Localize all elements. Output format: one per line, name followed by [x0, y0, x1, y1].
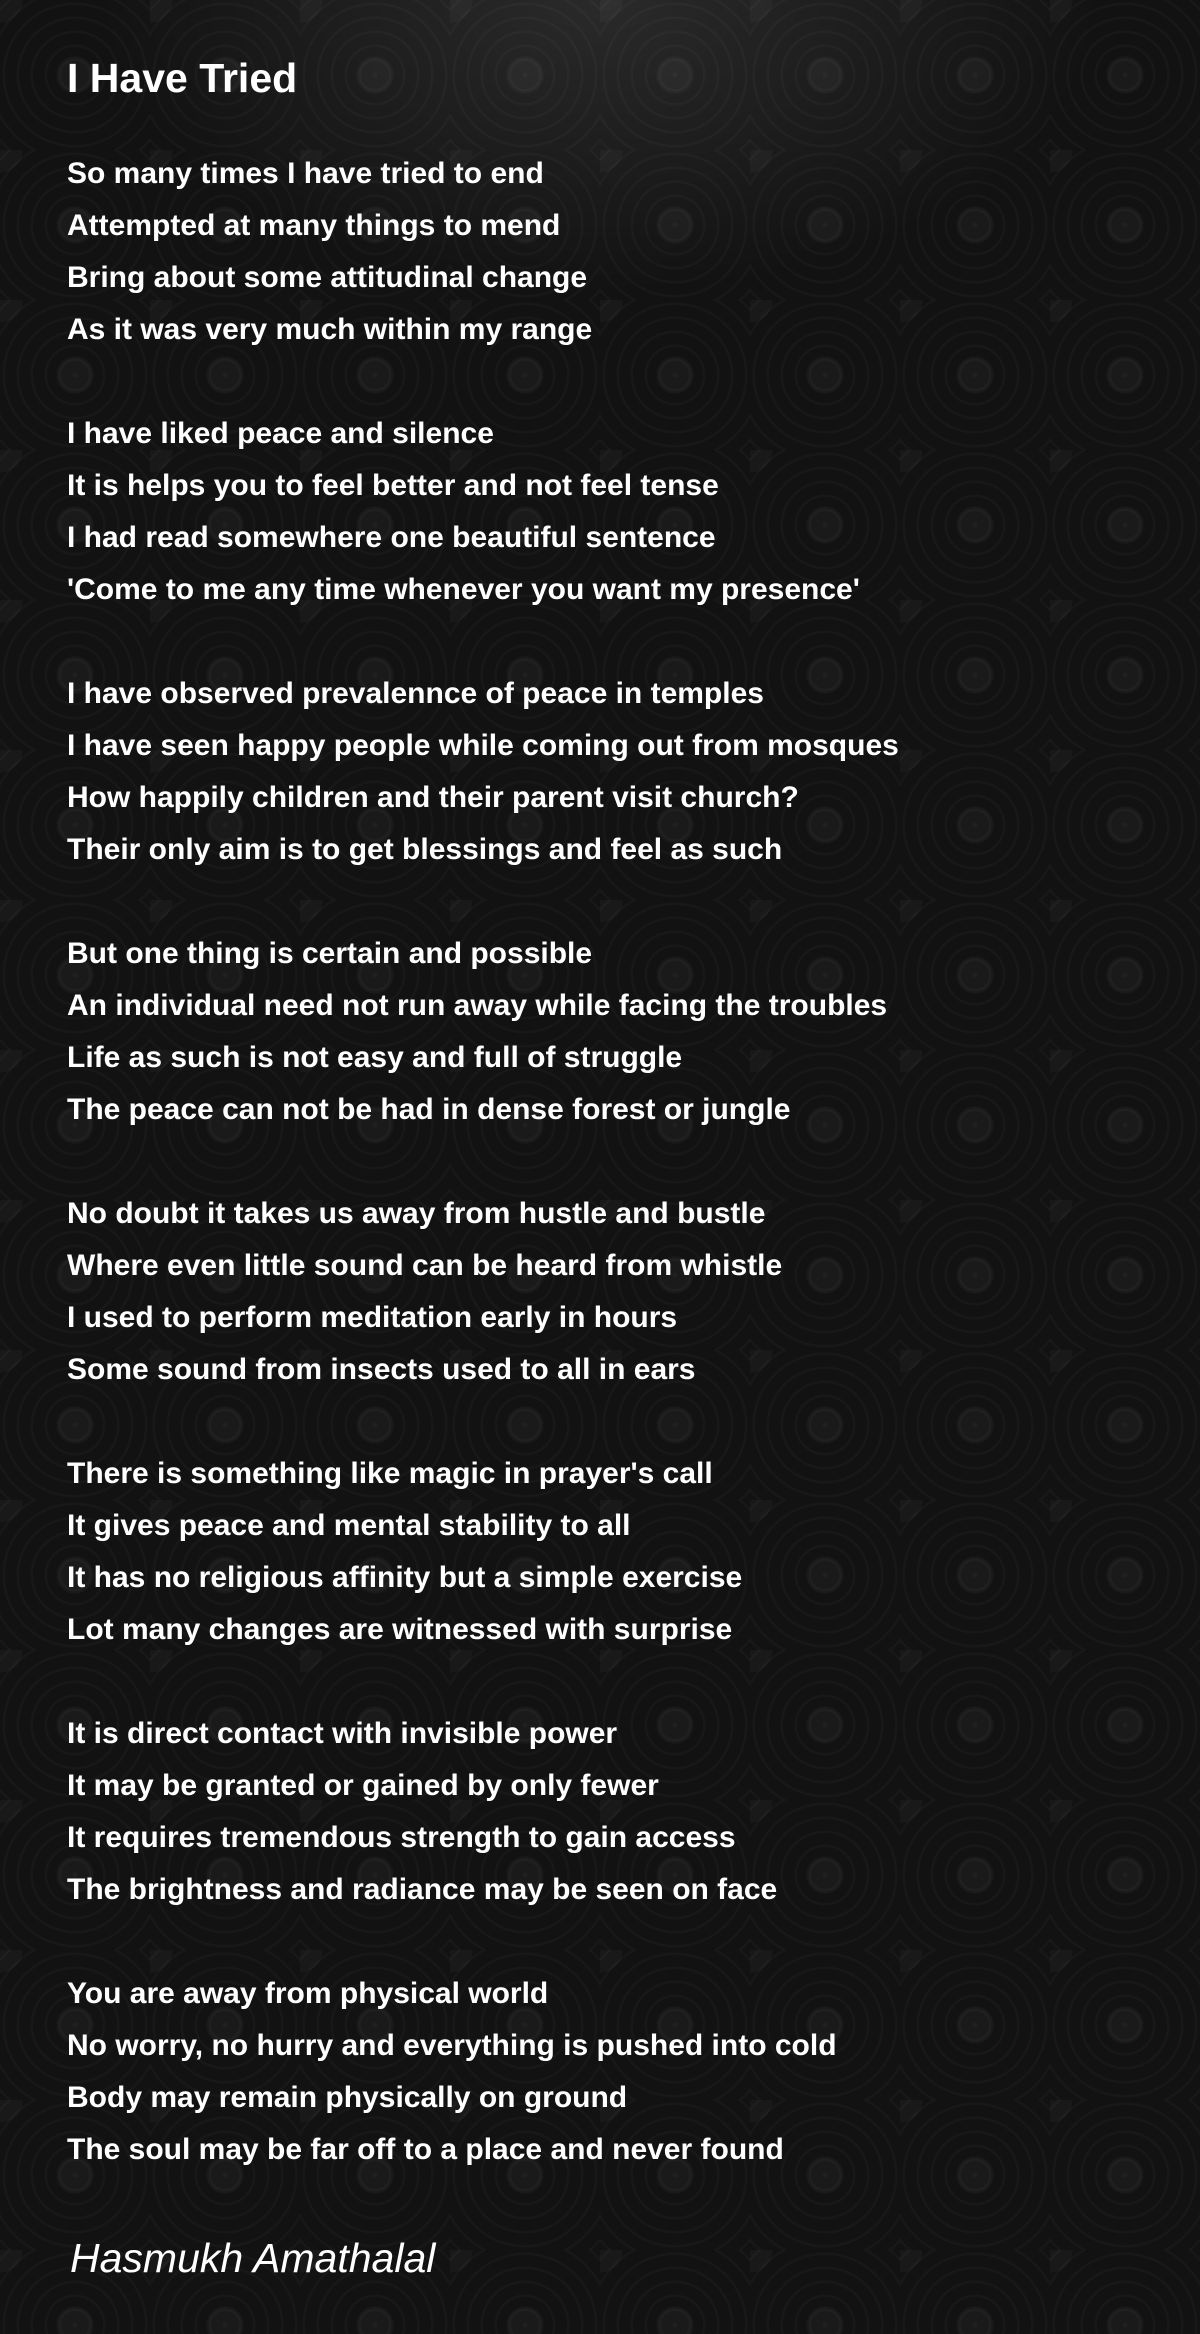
poem-title: I Have Tried [67, 55, 298, 101]
poem-line: The soul may be far off to a place and never found [67, 2133, 784, 2166]
poem-line: No doubt it takes us away from hustle and bustle [67, 1197, 766, 1230]
stanza-1 [67, 148, 1157, 356]
stanza-7 [67, 1708, 1157, 1916]
poem-line: Life as such is not easy and full of struggle [67, 1041, 683, 1074]
poem-line: The peace can not be had in dense forest or jungle [67, 1093, 791, 1126]
poem-line: Where even little sound can be heard from whistle [67, 1249, 783, 1282]
poem-line: How happily children and their parent visit church? [67, 781, 799, 814]
stanza-5 [67, 1188, 1157, 1396]
stanza-8 [67, 1968, 1157, 2176]
stanza-6 [67, 1448, 1157, 1656]
poem-line: I had read somewhere one beautiful sentence [67, 521, 716, 554]
poem-line: Lot many changes are witnessed with surprise [67, 1613, 733, 1646]
poem-line: Attempted at many things to mend [67, 209, 561, 242]
poem-author: Hasmukh Amathalal [70, 2235, 436, 2281]
poem-line: It has no religious affinity but a simple exercise [67, 1561, 743, 1594]
poem-line: But one thing is certain and possible [67, 937, 593, 970]
stanza-2 [67, 408, 1157, 616]
poem-line: Body may remain physically on ground [67, 2081, 628, 2114]
poem-line: I have observed prevalennce of peace in temples [67, 677, 764, 710]
poem-body [67, 148, 1157, 2228]
poem-line: It may be granted or gained by only fewer [67, 1769, 659, 1802]
poem-line: You are away from physical world [67, 1977, 549, 2010]
poem-line: No worry, no hurry and everything is pushed into cold [67, 2029, 837, 2062]
poem-line: It is helps you to feel better and not feel tense [67, 469, 719, 502]
poem-line: I used to perform meditation early in hours [67, 1301, 678, 1334]
poem-line: Their only aim is to get blessings and feel as such [67, 833, 783, 866]
poem-line: It is direct contact with invisible power [67, 1717, 618, 1750]
poem-line: Bring about some attitudinal change [67, 261, 588, 294]
poem-line: As it was very much within my range [67, 313, 593, 346]
poem-line: There is something like magic in prayer's call [67, 1457, 713, 1490]
poem-line: An individual need not run away while facing the troubles [67, 989, 888, 1022]
poem-line: 'Come to me any time whenever you want my presence' [67, 573, 860, 606]
poem-line: So many times I have tried to end [67, 157, 544, 190]
poem-line: I have liked peace and silence [67, 417, 494, 450]
poem-line: I have seen happy people while coming out from mosques [67, 729, 899, 762]
stanza-4 [67, 928, 1157, 1136]
poem-line: The brightness and radiance may be seen on face [67, 1873, 778, 1906]
poem-line: It requires tremendous strength to gain access [67, 1821, 736, 1854]
stanza-3 [67, 668, 1157, 876]
poem-line: It gives peace and mental stability to all [67, 1509, 631, 1542]
poem-line: Some sound from insects used to all in ears [67, 1353, 696, 1386]
